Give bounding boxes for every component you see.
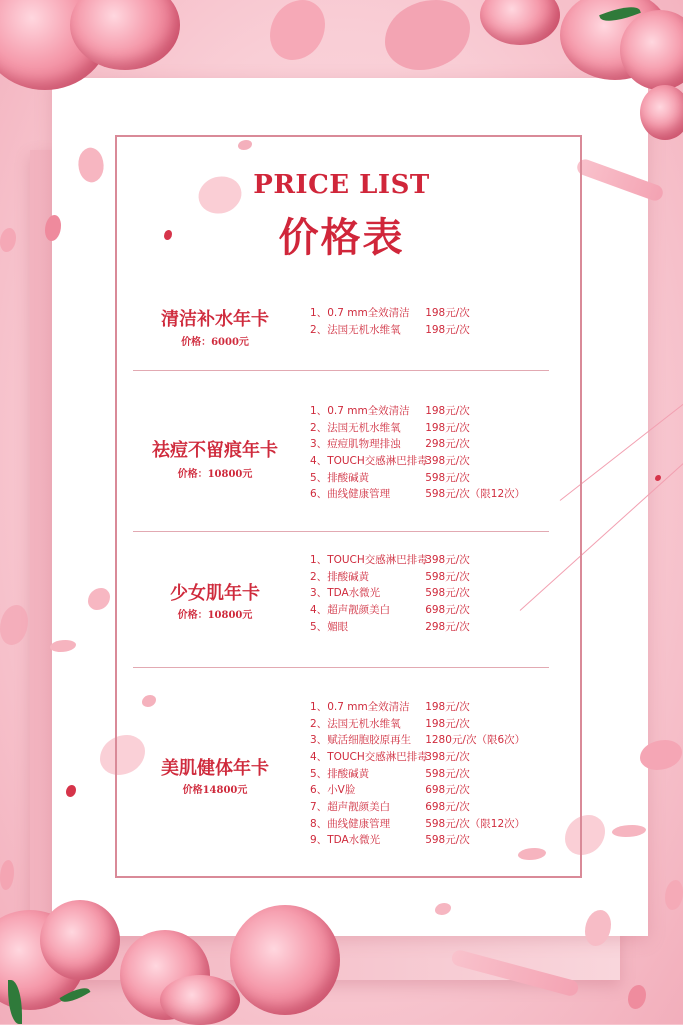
- list-item: [310, 798, 570, 815]
- item-price: 298元/次: [425, 438, 470, 451]
- item-price: 398元/次: [425, 750, 470, 763]
- list-item: [310, 815, 570, 832]
- item-number: 2、: [310, 421, 328, 434]
- card-price: 价格：10800元: [177, 610, 253, 621]
- item-number: 9、: [310, 834, 328, 847]
- item-name: 法国无机水维氧: [327, 323, 401, 336]
- list-item: [310, 601, 570, 618]
- list-item: [310, 304, 570, 321]
- item-name: 小V脸: [327, 784, 356, 797]
- page-title-cn: 价格表: [278, 214, 405, 261]
- item-number: 3、: [310, 587, 328, 600]
- item-name: 0.7 mm全效清洁: [327, 700, 410, 713]
- card-price: 价格：6000元: [181, 337, 249, 348]
- list-item: [310, 452, 570, 469]
- item-price: 198元/次: [425, 421, 470, 434]
- list-item: [310, 321, 570, 338]
- list-item: [310, 485, 570, 502]
- list-item: [310, 832, 570, 849]
- item-number: 3、: [310, 438, 328, 451]
- item-price: 398元/次: [425, 454, 470, 467]
- item-number: 3、: [310, 734, 328, 747]
- card-name: 祛痘不留痕年卡: [152, 440, 278, 461]
- item-price: 698元/次: [425, 784, 470, 797]
- item-price: 298元/次: [425, 620, 470, 633]
- item-price: 198元/次: [425, 323, 470, 336]
- item-price: 598元/次: [425, 471, 470, 484]
- card-name: 清洁补水年卡: [161, 309, 269, 330]
- item-price: 198元/次: [425, 404, 470, 417]
- item-number: 1、: [310, 306, 328, 319]
- list-item: [310, 419, 570, 436]
- item-name: 超声靓颜美白: [327, 800, 391, 813]
- list-item: [310, 715, 570, 732]
- card-item-list: [310, 402, 570, 502]
- item-name: TOUCH交感淋巴排毒: [327, 553, 428, 566]
- item-price: 598元/次: [425, 834, 470, 847]
- list-item: [310, 765, 570, 782]
- item-price: 598元/次: [425, 587, 470, 600]
- item-number: 6、: [310, 784, 328, 797]
- item-number: 1、: [310, 553, 328, 566]
- item-name: 排酸碱黄: [327, 471, 370, 484]
- item-number: 8、: [310, 817, 328, 830]
- card-item-list: [310, 698, 570, 848]
- item-price: 698元/次: [425, 603, 470, 616]
- list-item: [310, 731, 570, 748]
- item-name: TOUCH交感淋巴排毒: [327, 750, 428, 763]
- item-number: 5、: [310, 620, 328, 633]
- item-name: 排酸碱黄: [327, 767, 370, 780]
- item-number: 7、: [310, 800, 328, 813]
- rose-decoration-top-right-3: [640, 85, 683, 140]
- item-name: 法国无机水维氧: [327, 717, 401, 730]
- card-item-list: [310, 551, 570, 634]
- card-name: 美肌健体年卡: [161, 758, 269, 779]
- list-item: [310, 469, 570, 486]
- item-number: 1、: [310, 700, 328, 713]
- card-price: 价格14800元: [182, 785, 248, 796]
- rose-decoration-bottom-mid-3: [160, 975, 240, 1025]
- list-item: [310, 748, 570, 765]
- item-name: TOUCH交感淋巴排毒: [327, 454, 428, 467]
- list-item: [310, 551, 570, 568]
- list-item: [310, 698, 570, 715]
- section-divider: [133, 370, 549, 371]
- item-price: 598元/次: [425, 767, 470, 780]
- item-number: 4、: [310, 750, 328, 763]
- item-number: 5、: [310, 471, 328, 484]
- item-price: 598元/次: [425, 570, 470, 583]
- rose-decoration-bottom-left-2: [40, 900, 120, 980]
- list-item: [310, 584, 570, 601]
- item-name: 0.7 mm全效清洁: [327, 404, 410, 417]
- item-name: 法国无机水维氧: [327, 421, 401, 434]
- item-number: 2、: [310, 323, 328, 336]
- item-number: 1、: [310, 404, 328, 417]
- item-number: 4、: [310, 454, 328, 467]
- list-item: [310, 435, 570, 452]
- card-price: 价格：10800元: [177, 469, 253, 480]
- item-name: 赋活细胞胶原再生: [327, 734, 412, 747]
- item-name: 媚眼: [327, 620, 349, 633]
- list-item: [310, 568, 570, 585]
- section-divider: [133, 667, 549, 668]
- section-divider: [133, 531, 549, 532]
- item-price: 398元/次: [425, 553, 470, 566]
- item-price: 698元/次: [425, 800, 470, 813]
- item-price: 1280元/次（限6次）: [425, 734, 526, 747]
- item-price: 198元/次: [425, 306, 470, 319]
- item-price: 198元/次: [425, 700, 470, 713]
- list-item: [310, 402, 570, 419]
- list-item: [310, 618, 570, 635]
- item-number: 5、: [310, 767, 328, 780]
- item-name: 痘痘肌物理排浊: [327, 438, 401, 451]
- item-name: 曲线健康管理: [327, 817, 391, 830]
- item-name: TDA水微光: [327, 587, 381, 600]
- item-name: 0.7 mm全效清洁: [327, 306, 410, 319]
- item-name: 曲线健康管理: [327, 488, 391, 501]
- item-price: 198元/次: [425, 717, 470, 730]
- item-number: 4、: [310, 603, 328, 616]
- item-price: 598元/次（限12次）: [425, 817, 526, 830]
- item-name: 排酸碱黄: [327, 570, 370, 583]
- item-name: 超声靓颜美白: [327, 603, 391, 616]
- card-name: 少女肌年卡: [170, 583, 260, 604]
- item-price: 598元/次（限12次）: [425, 488, 526, 501]
- item-name: TDA水微光: [327, 834, 381, 847]
- item-number: 2、: [310, 717, 328, 730]
- item-number: 2、: [310, 570, 328, 583]
- card-item-list: [310, 304, 570, 337]
- item-number: 6、: [310, 488, 328, 501]
- list-item: [310, 781, 570, 798]
- rose-decoration-bottom-mid-2: [230, 905, 340, 1015]
- page-title-en: PRICE LIST: [253, 170, 430, 200]
